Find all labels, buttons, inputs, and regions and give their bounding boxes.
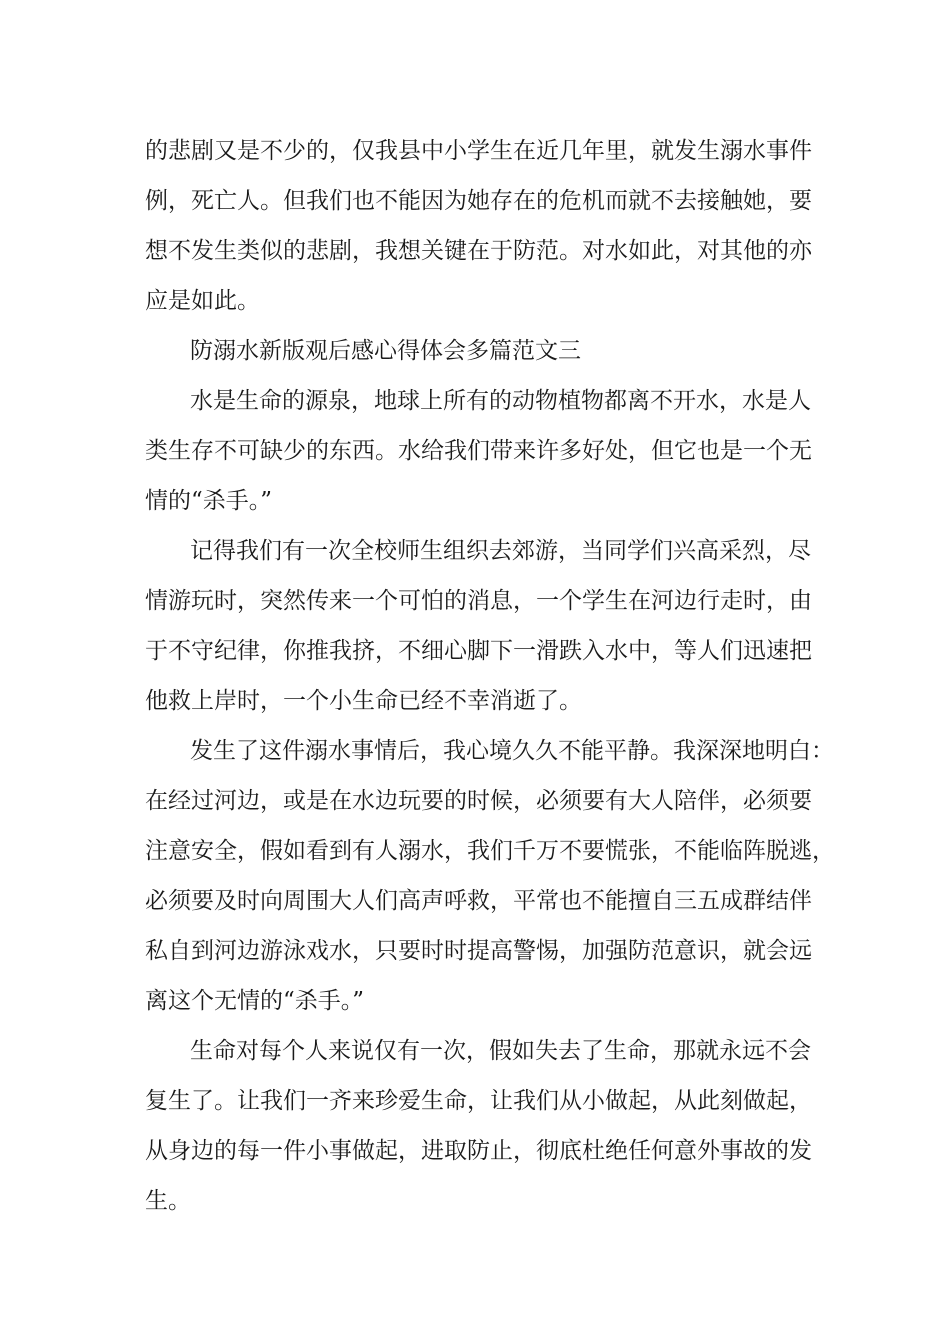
text-line: 例，死亡人。但我们也不能因为她存在的危机而就不去接触她，要	[145, 188, 812, 214]
text-line: 发生了这件溺水事情后，我心境久久不能平静。我深深地明白：	[190, 738, 834, 764]
text-line: 注意安全，假如看到有人溺水，我们千万不要慌张，不能临阵脱逃，	[145, 838, 835, 864]
text-line: 他救上岸时，一个小生命已经不幸消逝了。	[145, 688, 582, 714]
text-line: 生。	[145, 1188, 191, 1214]
text-line: 想不发生类似的悲剧，我想关键在于防范。对水如此，对其他的亦	[145, 238, 812, 264]
text-line: 必须要及时向周围大人们高声呼救，平常也不能擅自三五成群结伴	[145, 888, 812, 914]
text-line: 生命对每个人来说仅有一次，假如失去了生命，那就永远不会	[190, 1038, 811, 1064]
text-line: 离这个无情的“杀手。”	[145, 988, 365, 1014]
text-line: 情的“杀手。”	[145, 488, 273, 514]
text-line: 复生了。让我们一齐来珍爱生命，让我们从小做起，从此刻做起，	[145, 1088, 812, 1114]
section-heading: 防溺水新版观后感心得体会多篇范文三	[190, 338, 581, 364]
text-line: 情游玩时，突然传来一个可怕的消息，一个学生在河边行走时，由	[145, 588, 812, 614]
text-line: 水是生命的源泉，地球上所有的动物植物都离不开水，水是人	[190, 388, 811, 414]
text-line: 类生存不可缺少的东西。水给我们带来许多好处，但它也是一个无	[145, 438, 812, 464]
text-line: 的悲剧又是不少的，仅我县中小学生在近几年里，就发生溺水事件	[145, 138, 812, 164]
text-line: 记得我们有一次全校师生组织去郊游，当同学们兴高采烈，尽	[190, 538, 811, 564]
text-line: 私自到河边游泳戏水，只要时时提高警惕，加强防范意识，就会远	[145, 938, 812, 964]
text-line: 从身边的每一件小事做起，进取防止，彻底杜绝任何意外事故的发	[145, 1138, 812, 1164]
text-line: 于不守纪律，你推我挤，不细心脚下一滑跌入水中，等人们迅速把	[145, 638, 812, 664]
text-line: 在经过河边，或是在水边玩要的时候，必须要有大人陪伴，必须要	[145, 788, 812, 814]
text-line: 应是如此。	[145, 288, 260, 314]
